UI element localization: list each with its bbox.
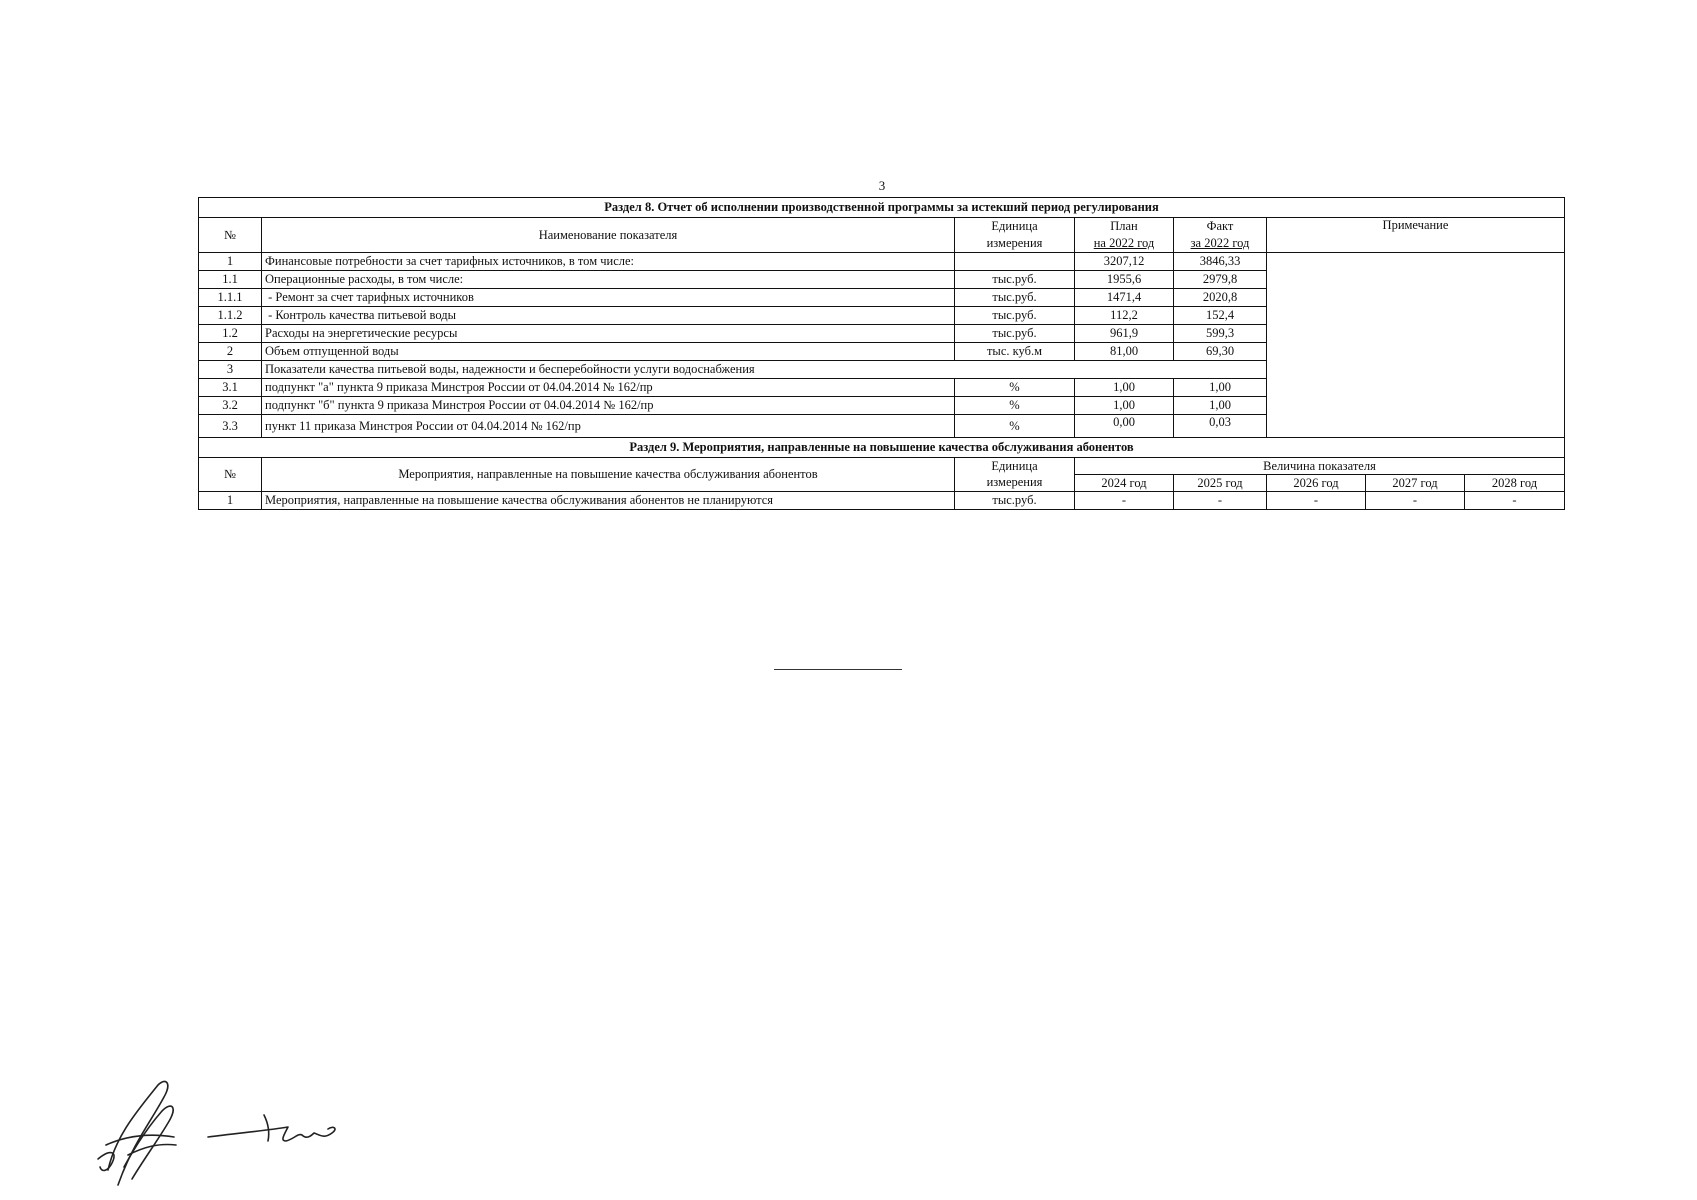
row-fact: 69,30 xyxy=(1174,343,1267,361)
row-name: Мероприятия, направленные на повышение качества обслуживания абонентов не планируются xyxy=(262,492,955,510)
row-name: - Контроль качества питьевой воды xyxy=(262,307,955,325)
row-num: 3.3 xyxy=(199,415,262,438)
row-name: - Ремонт за счет тарифных источников xyxy=(262,289,955,307)
s8-header-name: Наименование показателя xyxy=(262,218,955,253)
row-unit: тыс.руб. xyxy=(955,325,1075,343)
s9-header-year: 2027 год xyxy=(1366,475,1465,492)
row-name: подпункт "б" пункта 9 приказа Минстроя России от 04.04.2014 № 162/пр xyxy=(262,397,955,415)
section9-title: Раздел 9. Мероприятия, направленные на повышение качества обслуживания абонентов xyxy=(199,438,1565,458)
row-name: Расходы на энергетические ресурсы xyxy=(262,325,955,343)
row-fact: 2979,8 xyxy=(1174,271,1267,289)
table-row xyxy=(199,253,1565,271)
row-unit: тыс.руб. xyxy=(955,492,1075,510)
row-fact: 0,03 xyxy=(1174,415,1267,438)
row-value: - xyxy=(1465,492,1565,510)
row-num: 3.1 xyxy=(199,379,262,397)
s8-header-fact-line2: за 2022 год xyxy=(1174,235,1267,253)
row-name: Объем отпущенной воды xyxy=(262,343,955,361)
row-unit: тыс.руб. xyxy=(955,289,1075,307)
report-table xyxy=(198,197,1565,510)
row-fact: 2020,8 xyxy=(1174,289,1267,307)
row-num: 2 xyxy=(199,343,262,361)
s9-header-name: Мероприятия, направленные на повышение качества обслуживания абонентов xyxy=(262,458,955,492)
row-plan: 961,9 xyxy=(1075,325,1174,343)
row-num: 3.2 xyxy=(199,397,262,415)
s9-header-year: 2025 год xyxy=(1174,475,1267,492)
row-num: 1.1 xyxy=(199,271,262,289)
row-plan: 1955,6 xyxy=(1075,271,1174,289)
row-unit xyxy=(955,253,1075,271)
row-name: Операционные расходы, в том числе: xyxy=(262,271,955,289)
row-num: 1.1.2 xyxy=(199,307,262,325)
row-value: - xyxy=(1366,492,1465,510)
row-name: пункт 11 приказа Минстроя России от 04.04.2014 № 162/пр xyxy=(262,415,955,438)
row-unit: % xyxy=(955,397,1075,415)
s8-header-note: Примечание xyxy=(1267,218,1565,253)
row-name: подпункт "а" пункта 9 приказа Минстроя России от 04.04.2014 № 162/пр xyxy=(262,379,955,397)
row-fact: 1,00 xyxy=(1174,379,1267,397)
note-cell xyxy=(1267,253,1565,438)
table-row xyxy=(199,492,1565,510)
s8-header-unit-line1: Единица xyxy=(955,218,1075,236)
s8-header-plan-line1: План xyxy=(1075,218,1174,236)
page-number: 3 xyxy=(878,178,886,193)
row-fact: 1,00 xyxy=(1174,397,1267,415)
row-fact: 3846,33 xyxy=(1174,253,1267,271)
row-num: 1.2 xyxy=(199,325,262,343)
row-plan: 112,2 xyxy=(1075,307,1174,325)
row-unit: тыс. куб.м xyxy=(955,343,1075,361)
section8-title: Раздел 8. Отчет об исполнении производственной программы за истекший период регулирования xyxy=(199,198,1565,218)
end-separator-line xyxy=(774,669,902,670)
s8-header-unit-line2: измерения xyxy=(955,235,1075,253)
row-plan: 81,00 xyxy=(1075,343,1174,361)
row-unit: тыс.руб. xyxy=(955,271,1075,289)
row-value: - xyxy=(1075,492,1174,510)
s8-header-num: № xyxy=(199,218,262,253)
s9-header-unit-line1: Единица xyxy=(955,458,1075,475)
row-unit: % xyxy=(955,379,1075,397)
row-plan: 3207,12 xyxy=(1075,253,1174,271)
row-unit: % xyxy=(955,415,1075,438)
s9-header-year: 2026 год xyxy=(1267,475,1366,492)
s9-header-year: 2024 год xyxy=(1075,475,1174,492)
s9-header-num: № xyxy=(199,458,262,492)
row-plan: 1,00 xyxy=(1075,379,1174,397)
handwritten-signature-icon xyxy=(88,1075,368,1195)
row-value: - xyxy=(1174,492,1267,510)
s9-header-value: Величина показателя xyxy=(1075,458,1565,475)
s8-header-fact-line1: Факт xyxy=(1174,218,1267,236)
row-num: 1 xyxy=(199,492,262,510)
row-name: Финансовые потребности за счет тарифных источников, в том числе: xyxy=(262,253,955,271)
row-plan: 1,00 xyxy=(1075,397,1174,415)
row-fact: 152,4 xyxy=(1174,307,1267,325)
row-name: Показатели качества питьевой воды, надежности и бесперебойности услуги водоснабжения xyxy=(262,361,1267,379)
s9-header-year: 2028 год xyxy=(1465,475,1565,492)
s9-header-unit-line2: измерения xyxy=(955,475,1075,492)
row-plan: 0,00 xyxy=(1075,415,1174,438)
row-plan: 1471,4 xyxy=(1075,289,1174,307)
row-num: 3 xyxy=(199,361,262,379)
s8-header-plan-line2: на 2022 год xyxy=(1075,235,1174,253)
row-value: - xyxy=(1267,492,1366,510)
row-fact: 599,3 xyxy=(1174,325,1267,343)
row-num: 1 xyxy=(199,253,262,271)
row-num: 1.1.1 xyxy=(199,289,262,307)
row-unit: тыс.руб. xyxy=(955,307,1075,325)
